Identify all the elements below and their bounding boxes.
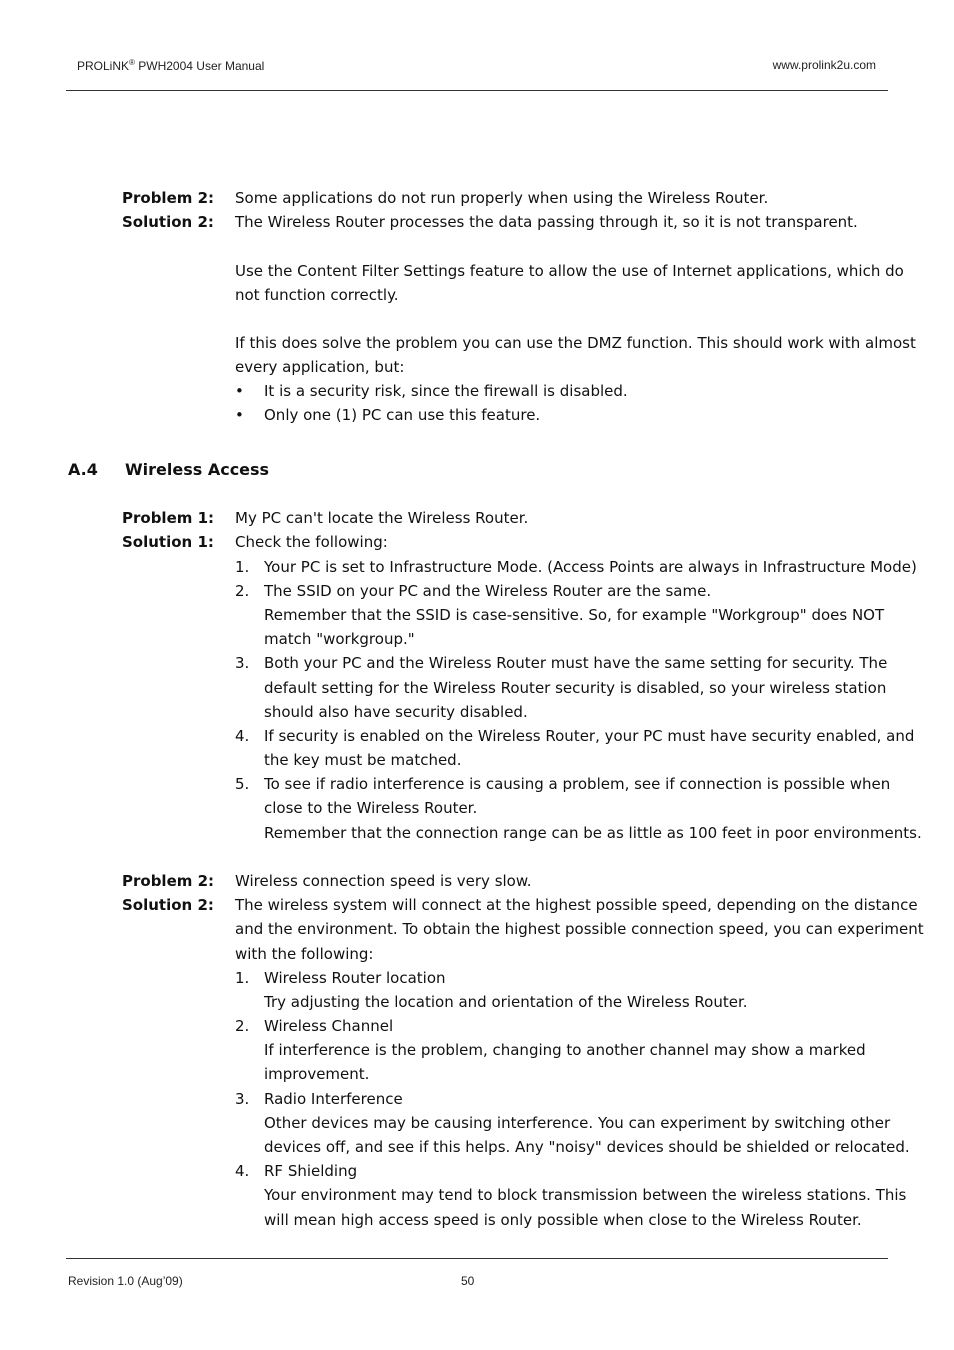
- list-item: To see if radio interference is causing a problem, see if connection is possible when: [264, 775, 891, 793]
- footer-revision: Revision 1.0 (Aug’09): [68, 1274, 183, 1288]
- solution-text: The Wireless Router processes the data passing through it, so it is not transparent.: [235, 213, 858, 231]
- list-item: Try adjusting the location and orientation of the Wireless Router.: [264, 993, 748, 1011]
- list-item: will mean high access speed is only possible when close to the Wireless Router.: [264, 1211, 862, 1229]
- list-number: 2.: [235, 1017, 250, 1035]
- list-item: Radio Interference: [264, 1090, 403, 1108]
- registered-mark: ®: [129, 58, 135, 67]
- list-item: If security is enabled on the Wireless Router, your PC must have security enabled, and: [264, 727, 915, 745]
- list-item: Both your PC and the Wireless Router must have the same setting for security. The: [264, 654, 888, 672]
- problem-text: Some applications do not run properly when using the Wireless Router.: [235, 189, 769, 207]
- list-item: Your environment may tend to block transmission between the wireless stations. This: [264, 1186, 907, 1204]
- list-item: The SSID on your PC and the Wireless Router are the same.: [264, 582, 712, 600]
- list-item: Remember that the SSID is case-sensitive. So, for example "Workgroup" does NOT: [264, 606, 885, 624]
- list-number: 1.: [235, 969, 250, 987]
- list-item: Your PC is set to Infrastructure Mode. (Access Points are always in Infrastructure Mode): [264, 558, 917, 576]
- problem-label: Problem 2:: [122, 872, 215, 890]
- footer-divider: [66, 1258, 888, 1259]
- header-manual-title: [77, 58, 264, 73]
- section-number: A.4: [68, 460, 98, 479]
- problem-label: Problem 1:: [122, 509, 215, 527]
- list-item: close to the Wireless Router.: [264, 799, 478, 817]
- solution-text: every application, but:: [235, 358, 405, 376]
- list-number: 3.: [235, 1090, 250, 1108]
- list-item: Remember that the connection range can be as little as 100 feet in poor environments.: [264, 824, 922, 842]
- manual-title: PWH2004 User Manual: [134, 59, 265, 73]
- solution-text: If this does solve the problem you can use the DMZ function. This should work with almost: [235, 334, 916, 352]
- list-item: should also have security disabled.: [264, 703, 528, 721]
- list-item: match "workgroup.": [264, 630, 415, 648]
- list-item: Wireless Channel: [264, 1017, 394, 1035]
- problem-text: My PC can't locate the Wireless Router.: [235, 509, 529, 527]
- brand-name: PROLiNK: [77, 59, 130, 73]
- list-item: If interference is the problem, changing to another channel may show a marked: [264, 1041, 866, 1059]
- list-item: the key must be matched.: [264, 751, 462, 769]
- problem-label: Problem 2:: [122, 189, 215, 207]
- solution-text: The wireless system will connect at the highest possible speed, depending on the distance: [235, 896, 918, 914]
- bullet-icon: •: [235, 406, 244, 424]
- list-number: 3.: [235, 654, 250, 672]
- header-divider: [66, 90, 888, 91]
- list-number: 4.: [235, 727, 250, 745]
- solution-text: and the environment. To obtain the highest possible connection speed, you can experiment: [235, 920, 924, 938]
- solution-text: Use the Content Filter Settings feature to allow the use of Internet applications, which do: [235, 262, 904, 280]
- solution-label: Solution 1:: [122, 533, 214, 551]
- header-url: www.prolink2u.com: [772, 58, 876, 72]
- bullet-item: It is a security risk, since the firewall is disabled.: [264, 382, 628, 400]
- solution-label: Solution 2:: [122, 896, 214, 914]
- list-item: RF Shielding: [264, 1162, 358, 1180]
- list-item: improvement.: [264, 1065, 370, 1083]
- problem-text: Wireless connection speed is very slow.: [235, 872, 532, 890]
- list-item: Other devices may be causing interference. You can experiment by switching other: [264, 1114, 891, 1132]
- list-number: 4.: [235, 1162, 250, 1180]
- list-item: default setting for the Wireless Router security is disabled, so your wireless station: [264, 679, 887, 697]
- list-number: 5.: [235, 775, 250, 793]
- list-item: devices off, and see if this helps. Any "noisy" devices should be shielded or relocated.: [264, 1138, 910, 1156]
- page-number: 50: [461, 1274, 475, 1288]
- bullet-icon: •: [235, 382, 244, 400]
- section-title: Wireless Access: [125, 460, 270, 479]
- solution-label: Solution 2:: [122, 213, 214, 231]
- solution-text: with the following:: [235, 945, 374, 963]
- solution-text: not function correctly.: [235, 286, 399, 304]
- list-number: 2.: [235, 582, 250, 600]
- list-item: Wireless Router location: [264, 969, 446, 987]
- list-number: 1.: [235, 558, 250, 576]
- bullet-item: Only one (1) PC can use this feature.: [264, 406, 541, 424]
- solution-text: Check the following:: [235, 533, 388, 551]
